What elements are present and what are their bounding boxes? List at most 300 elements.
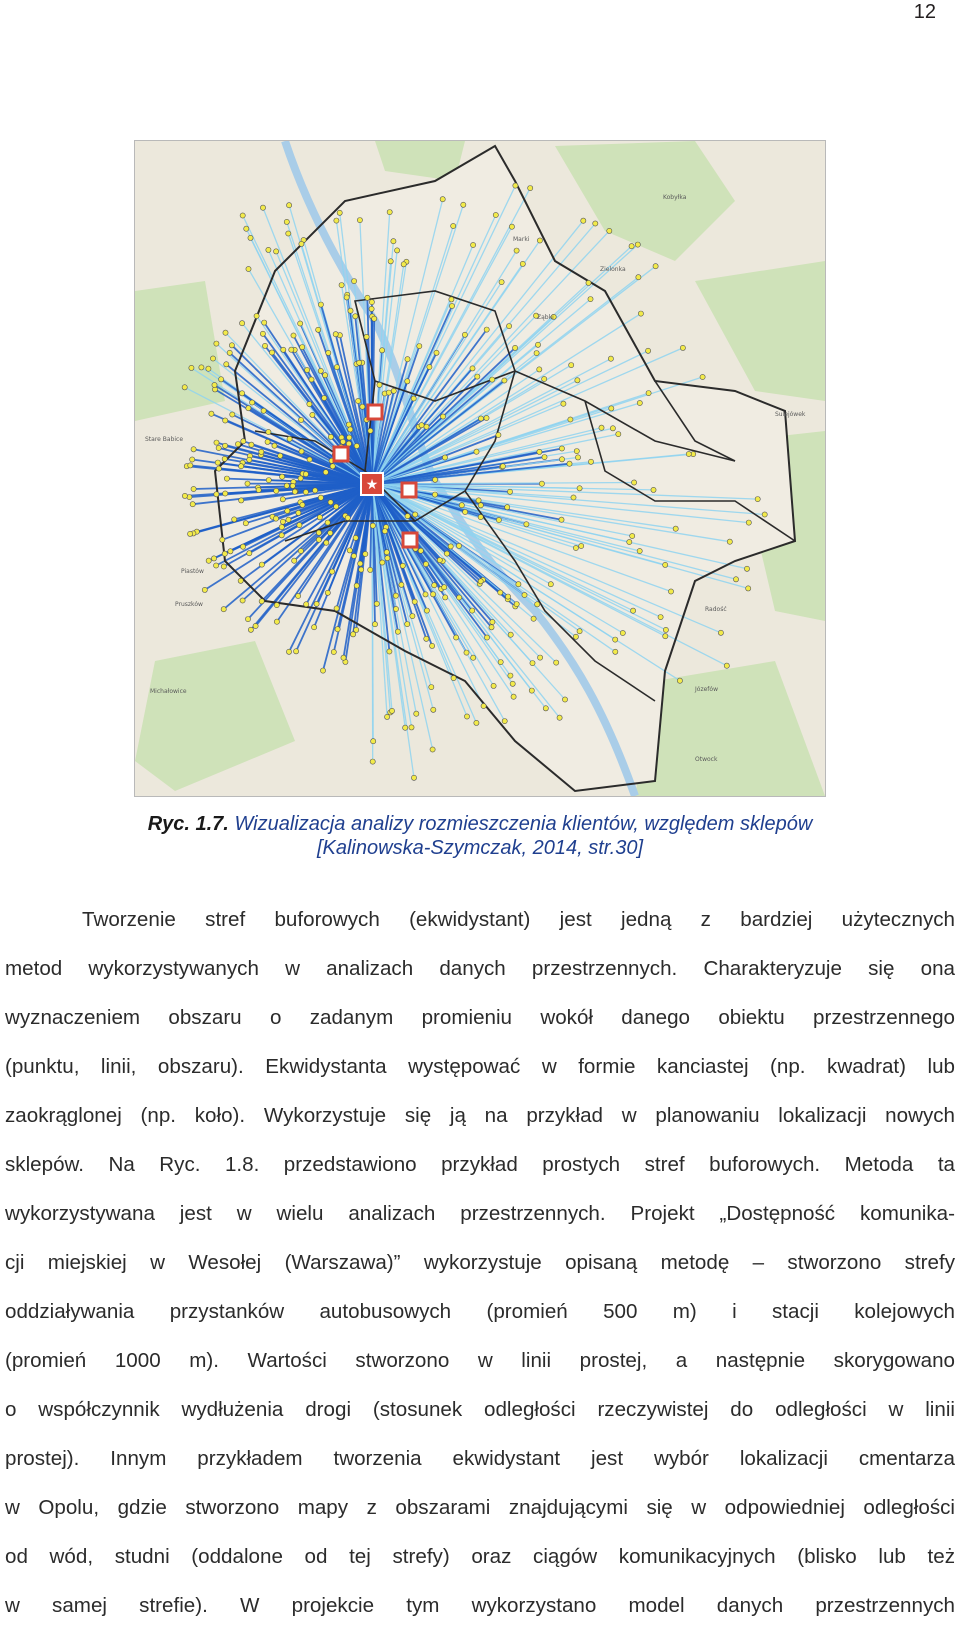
client-point (593, 221, 598, 226)
client-point (414, 711, 419, 716)
client-point (248, 627, 253, 632)
client-point (399, 582, 404, 587)
client-point (189, 365, 194, 370)
client-point (499, 280, 504, 285)
client-point (491, 683, 496, 688)
client-point (326, 350, 331, 355)
client-point (629, 244, 634, 249)
client-point (279, 525, 284, 530)
client-point (554, 660, 559, 665)
client-point (423, 562, 428, 567)
client-point (262, 320, 267, 325)
client-point (322, 395, 327, 400)
client-point (490, 619, 495, 624)
client-point (577, 629, 582, 634)
client-point (348, 427, 353, 432)
body-line: w Opolu, gdzie stworzono mapy z obszarami znajdującymi się w odpowiedniej odległości (5, 1483, 955, 1532)
client-point (535, 342, 540, 347)
client-point (405, 357, 410, 362)
client-point (304, 602, 309, 607)
client-point (387, 210, 392, 215)
body-line: o współczynnik wydłużenia drogi (stosunek odległości rzeczywistej do odległości w linii (5, 1385, 955, 1434)
client-point (340, 439, 345, 444)
client-point (513, 345, 518, 350)
client-point (273, 516, 278, 521)
client-point (298, 476, 303, 481)
client-point (631, 608, 636, 613)
client-point (568, 417, 573, 422)
client-point (286, 649, 291, 654)
store-marker (403, 533, 417, 547)
body-line: (promień 1000 m). Wartości stworzono w linii prostej, a następnie skorygowano (5, 1336, 955, 1385)
body-line: (punktu, linii, obszaru). Ekwidystanta występować w formie kanciastej (np. kwadrat) lub (5, 1042, 955, 1091)
client-point (575, 455, 580, 460)
client-point (261, 408, 266, 413)
client-point (300, 502, 305, 507)
client-point (484, 415, 489, 420)
client-point (214, 341, 219, 346)
client-point (638, 311, 643, 316)
client-point (303, 490, 308, 495)
client-point (537, 449, 542, 454)
star-icon: ★ (366, 477, 379, 493)
client-point (405, 379, 410, 384)
client-point (210, 356, 215, 361)
client-point (746, 520, 751, 525)
client-point (265, 439, 270, 444)
client-point (502, 378, 507, 383)
client-point (498, 590, 503, 595)
client-point (357, 218, 362, 223)
client-point (651, 487, 656, 492)
client-point (260, 331, 265, 336)
client-point (411, 396, 416, 401)
client-point (609, 406, 614, 411)
client-point (539, 481, 544, 486)
body-line: zaokrąglonej (np. koło). Wykorzystuje się ją na przykład w planowaniu lokalizacji nowych (5, 1091, 955, 1140)
client-point (733, 577, 738, 582)
client-point (423, 592, 428, 597)
client-point (240, 213, 245, 218)
client-point (543, 706, 548, 711)
client-point (412, 599, 417, 604)
client-point (574, 449, 579, 454)
client-point (393, 593, 398, 598)
client-point (330, 464, 335, 469)
client-point (424, 608, 429, 613)
caption-source: [Kalinowska-Szymczak, 2014, str.30] (0, 836, 960, 860)
client-point (320, 668, 325, 673)
client-point (348, 308, 353, 313)
client-point (391, 388, 396, 393)
map-label: Zielonka (600, 266, 626, 273)
client-point (514, 248, 519, 253)
client-point (505, 594, 510, 599)
client-point (240, 544, 245, 549)
client-point (328, 530, 333, 535)
client-point (484, 635, 489, 640)
client-point (586, 280, 591, 285)
client-point (259, 449, 264, 454)
client-point (290, 483, 295, 488)
client-point (531, 616, 536, 621)
client-point (334, 218, 339, 223)
client-point (577, 486, 582, 491)
caption-title: Wizualizacja analizy rozmieszczenia klientów, względem sklepów (234, 813, 812, 835)
client-point (221, 607, 226, 612)
client-point (630, 533, 635, 538)
client-point (434, 350, 439, 355)
client-point (353, 314, 358, 319)
client-point (449, 297, 454, 302)
client-point (481, 703, 486, 708)
client-point (238, 578, 243, 583)
client-point (318, 302, 323, 307)
client-point (496, 432, 501, 437)
client-point (240, 321, 245, 326)
client-point (274, 488, 279, 493)
map-label: Stare Babice (145, 436, 183, 443)
client-point (395, 629, 400, 634)
client-point (663, 627, 668, 632)
client-point (240, 598, 245, 603)
client-point (223, 491, 228, 496)
client-point (331, 649, 336, 654)
client-point (636, 275, 641, 280)
client-point (762, 512, 767, 517)
client-point (727, 539, 732, 544)
client-point (351, 632, 356, 637)
client-point (380, 560, 385, 565)
client-point (478, 515, 483, 520)
client-point (507, 324, 512, 329)
client-point (370, 759, 375, 764)
client-point (239, 464, 244, 469)
client-point (297, 523, 302, 528)
client-point (417, 344, 422, 349)
client-point (374, 601, 379, 606)
client-point (637, 400, 642, 405)
client-point (244, 226, 249, 231)
client-point (347, 435, 352, 440)
body-line: Tworzenie stref buforowych (ekwidystant) jest jedną z bardziej użytecznych (5, 895, 955, 944)
client-point (573, 545, 578, 550)
client-point (514, 602, 519, 607)
client-point (513, 183, 518, 188)
client-point (511, 694, 516, 699)
client-point (464, 714, 469, 719)
client-point (470, 366, 475, 371)
client-point (635, 242, 640, 247)
client-point (259, 599, 264, 604)
client-point (419, 423, 424, 428)
client-point (508, 673, 513, 678)
client-point (529, 688, 534, 693)
client-point (537, 238, 542, 243)
client-point (718, 630, 723, 635)
client-point (272, 443, 277, 448)
client-point (245, 481, 250, 486)
client-point (573, 634, 578, 639)
client-point (307, 457, 312, 462)
client-point (300, 345, 305, 350)
client-point (608, 356, 613, 361)
map-label: Marki (513, 236, 530, 243)
client-point (344, 295, 349, 300)
client-point (668, 589, 673, 594)
client-point (510, 681, 515, 686)
client-point (474, 449, 479, 454)
client-point (256, 487, 261, 492)
client-point (535, 602, 540, 607)
map-label: Kobyłka (663, 194, 687, 201)
client-point (296, 593, 301, 598)
client-point (318, 368, 323, 373)
client-point (443, 595, 448, 600)
client-point (292, 558, 297, 563)
client-point (188, 463, 193, 468)
client-point (389, 708, 394, 713)
client-point (247, 551, 252, 556)
client-point (190, 457, 195, 462)
client-point (395, 248, 400, 253)
client-point (444, 551, 449, 556)
client-point (240, 391, 245, 396)
client-point (442, 455, 447, 460)
client-point (507, 489, 512, 494)
client-point (216, 466, 221, 471)
client-point (571, 495, 576, 500)
client-point (542, 455, 547, 460)
client-point (216, 445, 221, 450)
map-label: Pruszków (175, 601, 203, 608)
client-point (432, 583, 437, 588)
client-point (516, 582, 521, 587)
client-point (316, 530, 321, 535)
client-point (451, 676, 456, 681)
client-point (616, 432, 621, 437)
client-point (345, 515, 350, 520)
client-point (286, 517, 291, 522)
client-point (274, 603, 279, 608)
client-point (430, 747, 435, 752)
client-point (291, 333, 296, 338)
map-label: Radość (705, 606, 727, 613)
client-point (388, 259, 393, 264)
client-point (284, 219, 289, 224)
client-point (372, 316, 377, 321)
client-point (410, 614, 415, 619)
client-point (229, 343, 234, 348)
client-point (401, 262, 406, 267)
client-point (356, 398, 361, 403)
map-label: Ząbki (537, 314, 554, 321)
page-number: 12 (914, 0, 936, 24)
client-point (323, 373, 328, 378)
client-point (581, 218, 586, 223)
client-point (339, 283, 344, 288)
client-point (456, 543, 461, 548)
client-point (199, 365, 204, 370)
client-point (369, 306, 374, 311)
client-point (292, 489, 297, 494)
client-point (353, 535, 358, 540)
client-point (559, 517, 564, 522)
client-point (289, 347, 294, 352)
client-point (524, 522, 529, 527)
client-point (260, 205, 265, 210)
client-point (246, 266, 251, 271)
client-point (528, 186, 533, 191)
client-point (287, 436, 292, 441)
client-point (360, 404, 365, 409)
client-point (298, 321, 303, 326)
client-point (281, 347, 286, 352)
client-point (372, 622, 377, 627)
client-point (299, 449, 304, 454)
client-point (496, 517, 501, 522)
client-point (223, 443, 228, 448)
body-line: w samej strefie). W projekcie tym wykorzystano model danych przestrzennych (5, 1581, 955, 1630)
client-point (429, 685, 434, 690)
client-point (278, 453, 283, 458)
client-point (464, 650, 469, 655)
client-point (334, 365, 339, 370)
client-point (534, 351, 539, 356)
client-point (325, 520, 330, 525)
client-point (405, 514, 410, 519)
client-point (274, 249, 279, 254)
client-point (385, 556, 390, 561)
client-point (370, 523, 375, 528)
client-point (266, 429, 271, 434)
client-point (384, 550, 389, 555)
client-point (223, 418, 228, 423)
client-point (405, 622, 410, 627)
client-point (357, 360, 362, 365)
client-point (474, 720, 479, 725)
client-point (314, 601, 319, 606)
client-point (253, 623, 258, 628)
client-point (462, 332, 467, 337)
client-point (368, 567, 373, 572)
client-point (214, 563, 219, 568)
client-point (424, 636, 429, 641)
map-label: Michałowice (150, 688, 187, 695)
client-point (266, 478, 271, 483)
client-point (318, 495, 323, 500)
client-point (239, 498, 244, 503)
client-point (299, 241, 304, 246)
client-point (484, 327, 489, 332)
client-point (206, 558, 211, 563)
body-line: wyznaczeniem obszaru o zadanym promieniu wokół danego obiektu przestrzennego (5, 993, 955, 1042)
client-point (250, 400, 255, 405)
client-point (359, 567, 364, 572)
client-point (354, 443, 359, 448)
client-point (333, 332, 338, 337)
body-line: sklepów. Na Ryc. 1.8. przedstawiono przykład prostych stref buforowych. Metoda ta (5, 1140, 955, 1189)
client-point (191, 447, 196, 452)
client-point (509, 224, 514, 229)
store-marker (334, 447, 348, 461)
client-point (461, 202, 466, 207)
client-point (211, 556, 216, 561)
client-point (493, 212, 498, 217)
client-point (663, 562, 668, 567)
client-point (646, 391, 651, 396)
map-label: Piastów (181, 568, 204, 575)
client-point (214, 492, 219, 497)
client-point (561, 401, 566, 406)
client-point (346, 422, 351, 427)
client-point (569, 363, 574, 368)
client-point (337, 210, 342, 215)
map-label: Józefów (694, 686, 718, 693)
client-point (241, 439, 246, 444)
client-point (663, 634, 668, 639)
client-point (365, 295, 370, 300)
client-point (646, 348, 651, 353)
client-point (310, 412, 315, 417)
client-point (323, 470, 328, 475)
store-marker (402, 483, 416, 497)
client-point (673, 526, 678, 531)
client-point (334, 606, 339, 611)
body-line: cji miejskiej w Wesołej (Warszawa)” wykorzystuje opisaną metodę – stworzono strefy (5, 1238, 955, 1287)
client-point (427, 364, 432, 369)
client-point (475, 374, 480, 379)
client-point (559, 457, 564, 462)
client-point (188, 531, 193, 536)
client-point (305, 367, 310, 372)
client-point (280, 474, 285, 479)
client-point (448, 544, 453, 549)
map-label: Sulejówek (775, 411, 806, 418)
client-point (330, 569, 335, 574)
client-point (190, 502, 195, 507)
client-point (403, 725, 408, 730)
client-point (432, 492, 437, 497)
client-point (369, 300, 374, 305)
client-point (191, 486, 196, 491)
client-point (351, 553, 356, 558)
client-point (437, 558, 442, 563)
client-point (637, 548, 642, 553)
client-point (449, 303, 454, 308)
client-point (613, 637, 618, 642)
client-point (219, 377, 224, 382)
client-point (413, 512, 418, 517)
client-point (505, 505, 510, 510)
store-marker (368, 405, 382, 419)
client-point (610, 426, 615, 431)
client-point (755, 497, 760, 502)
client-point (680, 345, 685, 350)
client-point (328, 500, 333, 505)
client-point (324, 540, 329, 545)
client-point (182, 493, 187, 498)
client-point (312, 625, 317, 630)
client-point (393, 606, 398, 611)
client-point (508, 632, 513, 637)
map-figure (134, 140, 826, 797)
client-point (313, 488, 318, 493)
client-point (371, 739, 376, 744)
client-point (209, 411, 214, 416)
client-point (471, 655, 476, 660)
client-point (224, 476, 229, 481)
